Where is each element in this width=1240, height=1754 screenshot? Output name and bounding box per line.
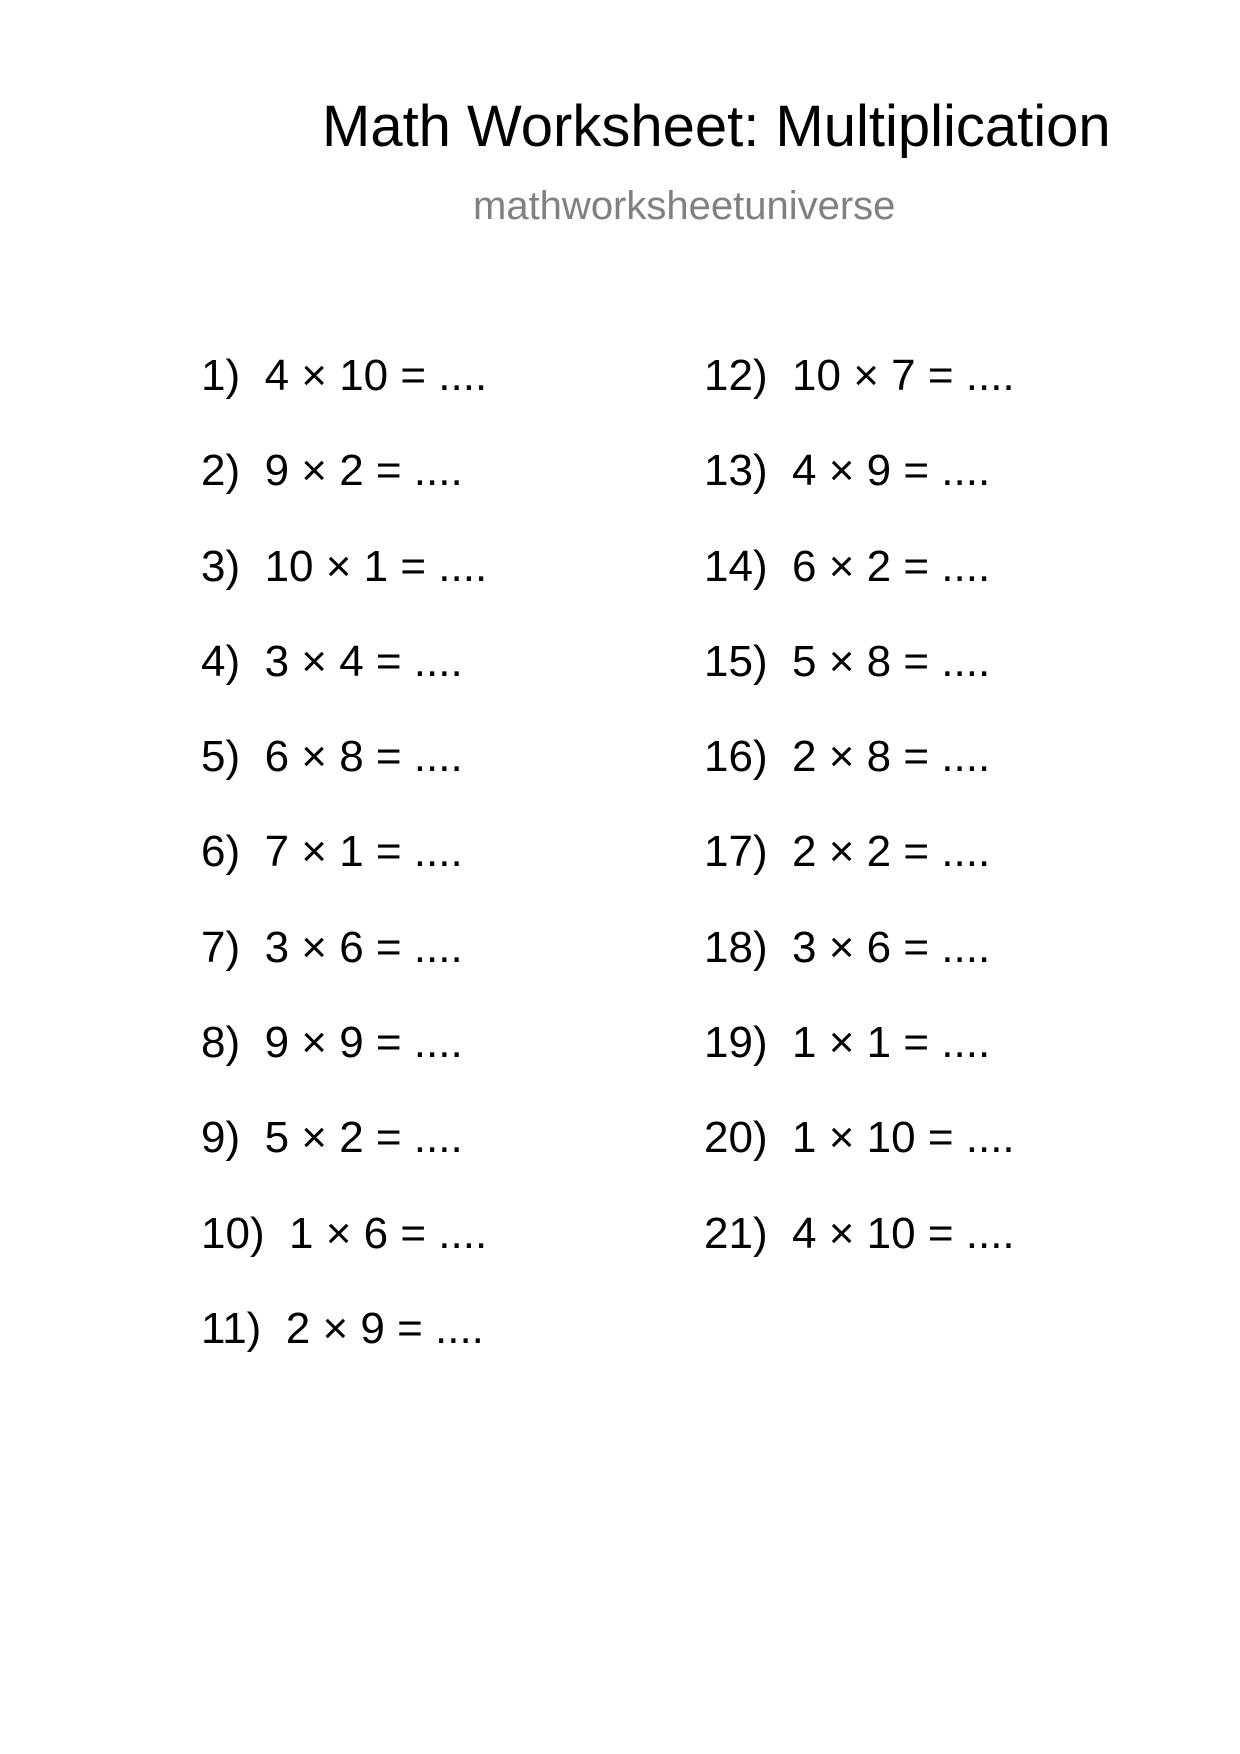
problem-item bbox=[201, 828, 487, 923]
problem-number: 14) bbox=[704, 541, 768, 591]
problem-number: 16) bbox=[704, 732, 768, 782]
problem-item bbox=[704, 543, 1015, 638]
problem-item bbox=[704, 828, 1015, 923]
problem-item bbox=[201, 1305, 487, 1400]
problem-number: 2) bbox=[201, 446, 241, 496]
problem-expression: 4 × 10 = .... bbox=[792, 1208, 1015, 1258]
problem-expression: 4 × 9 = .... bbox=[792, 446, 991, 496]
problem-item bbox=[201, 924, 487, 1019]
problem-expression: 3 × 6 = .... bbox=[264, 922, 463, 972]
problem-number: 7) bbox=[201, 922, 241, 972]
problem-number: 13) bbox=[704, 446, 768, 496]
problem-expression: 2 × 9 = .... bbox=[285, 1303, 484, 1353]
problem-expression: 5 × 8 = .... bbox=[792, 636, 991, 686]
problem-number: 9) bbox=[201, 1113, 241, 1163]
problem-expression: 6 × 8 = .... bbox=[264, 732, 463, 782]
problem-number: 21) bbox=[704, 1208, 768, 1258]
problem-item bbox=[201, 1114, 487, 1209]
problem-expression: 5 × 2 = .... bbox=[264, 1113, 463, 1163]
problem-item bbox=[201, 352, 487, 447]
problem-item bbox=[201, 543, 487, 638]
problem-item bbox=[201, 638, 487, 733]
problem-expression: 2 × 8 = .... bbox=[792, 732, 991, 782]
problem-number: 6) bbox=[201, 827, 241, 877]
problem-item bbox=[704, 1114, 1015, 1209]
problem-number: 19) bbox=[704, 1018, 768, 1068]
problem-item bbox=[704, 638, 1015, 733]
problems-column-right bbox=[704, 352, 1015, 1305]
problem-expression: 10 × 7 = .... bbox=[792, 351, 1015, 400]
problem-item bbox=[201, 733, 487, 828]
problem-number: 11) bbox=[201, 1303, 262, 1353]
problem-item bbox=[201, 1019, 487, 1114]
problem-expression: 1 × 1 = .... bbox=[792, 1018, 991, 1068]
problem-expression: 9 × 9 = .... bbox=[264, 1018, 463, 1068]
problem-item bbox=[704, 1019, 1015, 1114]
problem-item bbox=[201, 447, 487, 542]
problem-item bbox=[704, 352, 1015, 447]
problem-expression: 7 × 1 = .... bbox=[264, 827, 463, 877]
problem-expression: 1 × 6 = .... bbox=[289, 1208, 488, 1258]
page-subtitle: mathworksheetuniverse bbox=[473, 184, 896, 228]
problem-number: 12) bbox=[704, 351, 768, 400]
problem-expression: 3 × 4 = .... bbox=[264, 636, 463, 686]
problem-expression: 4 × 10 = .... bbox=[264, 351, 488, 400]
problem-expression: 9 × 2 = .... bbox=[264, 446, 463, 496]
problem-item bbox=[704, 924, 1015, 1019]
problem-item bbox=[201, 1210, 487, 1305]
problem-number: 1) bbox=[201, 351, 241, 400]
problem-number: 4) bbox=[201, 636, 241, 686]
problem-number: 3) bbox=[201, 541, 241, 591]
problem-number: 15) bbox=[704, 636, 768, 686]
problem-number: 8) bbox=[201, 1018, 241, 1068]
problems-column-left bbox=[201, 352, 487, 1400]
problem-item bbox=[704, 1210, 1015, 1305]
problem-item bbox=[704, 733, 1015, 828]
problem-expression: 2 × 2 = .... bbox=[792, 827, 991, 877]
page-title: Math Worksheet: Multiplication bbox=[322, 94, 1111, 159]
problem-number: 10) bbox=[201, 1208, 265, 1258]
problem-number: 18) bbox=[704, 922, 768, 972]
problem-number: 5) bbox=[201, 732, 241, 782]
problem-expression: 10 × 1 = .... bbox=[264, 541, 488, 591]
problem-number: 17) bbox=[704, 827, 768, 877]
problem-item bbox=[704, 447, 1015, 542]
problem-expression: 1 × 10 = .... bbox=[792, 1113, 1015, 1163]
problem-number: 20) bbox=[704, 1113, 768, 1163]
problem-expression: 6 × 2 = .... bbox=[792, 541, 991, 591]
problem-expression: 3 × 6 = .... bbox=[792, 922, 991, 972]
